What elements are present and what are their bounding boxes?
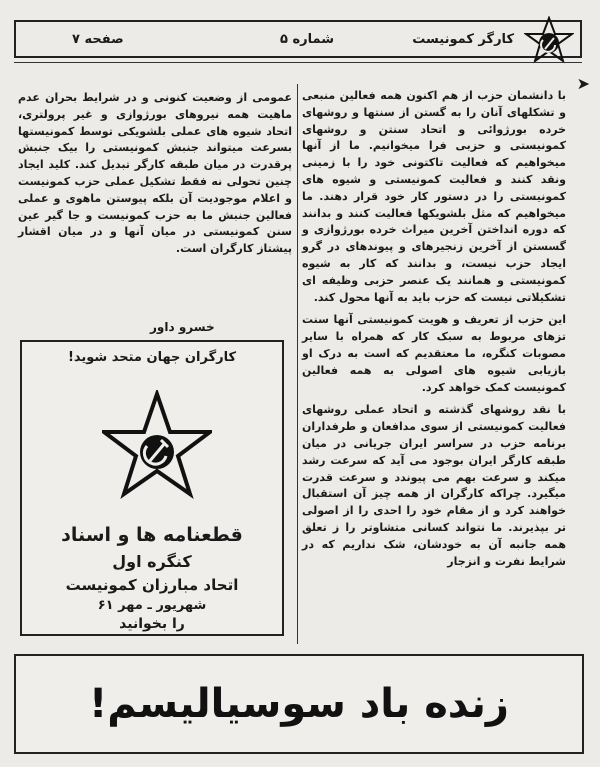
page-header <box>14 20 582 58</box>
star-icon <box>102 390 212 500</box>
arrow-left-icon: ➤ <box>576 74 590 93</box>
column-divider <box>297 84 298 644</box>
paper-name: کارگر کمونیست <box>412 32 514 47</box>
poster-slogan: کارگران جهان متحد شوید! <box>67 350 237 365</box>
poster-title: قطعنامه ها و اسناد <box>61 524 243 546</box>
poster-box <box>20 340 284 636</box>
hammer-sickle-icon <box>140 435 174 469</box>
right-column <box>302 88 566 570</box>
slogan-banner <box>14 654 584 754</box>
poster-organization: اتحاد مبارزان کمونیست <box>65 576 239 594</box>
author-signature: خسرو داور <box>150 320 215 334</box>
poster-date: شهریور ـ مهر ۶۱ <box>97 598 207 613</box>
right-paragraph-3: با نقد روشهای گذشته و اتحاد عملی روشهای فعالیت کمونیستی از سوی مدافعان و طرفداران برنامه حزب در سراسر ایران جریانی در میان طبقه کارگر ایران بوجود می آید که سرعت رشد میکند و سرعت بهم می پیوندد و سرعت قدرت میگیرد. چراکه کارگران از همه چیز آن استقبال خواهند کرد و از مقام خود را احدی را از اصولی تر بپذیرند. ما نتواند کسانی متشاوتر را ز تعلق همه جانبه آن به خودشان، شک نداریم که در شرایط نفرت و انزجار <box>302 403 566 568</box>
left-column <box>18 90 292 258</box>
left-paragraph-1: عمومی از وضعیت کنونی و در شرایط بحران عدم ماهیت همه نیروهای بورژوازی و غیر پرولتری، اتحاد شیوه های عملی بلشویکی توسط کمونیستها بسرعت میتواند جنبش کمونیستی را بیک جنبش پرقدرت در میان طبقه کارگر تبدیل کند. کلید ایجاد چنین تحولی نه فقط تشکیل عملی حزب کمونیست و اعلام موجودیت آن بلکه پیوستن ماهوی و عملی فعالین جنبش ما به حزب کمونیست و جا گیر عین سنن کمونیستی در میان آنها و در میان اقشار پیشتاز کارگران است. <box>18 91 292 256</box>
right-paragraph-1: با دانشمان حزب از هم اکنون همه فعالین منبعی و تشکلهای آنان را به گستن از سنتها و روشهای خرده بورژوائی و اتحاد سنتن و روشهای کمونیستی و حزبی فرا میخوانیم. ما از آنها میخواهیم که فعالیت تاکتونی خود را با زمینی ونقد کنند و فعالیت کمونیستی و شیوه های کمونیستی را در دستور کار خود قرار دهند. ما میخواهیم که مثل بلشویکها فعالیت کنند و بدانند که دوره انداختن آخرین میراث خرده بورژوازی و گسستن از آخرین زنجیرهای و پیوندهای در گرو ایجاد حزب نیست، و بدانند که کار به شیوه کمونیستی و همانند یک عنصر حزبی وظیفه ای تشکیلاتی نیست که حزب باید به آنها محول کند. <box>302 89 566 304</box>
page-number: صفحه ۷ <box>72 32 124 47</box>
poster-subtitle: کنگره اول <box>112 552 192 571</box>
issue-number: شماره ۵ <box>280 32 335 47</box>
header-rule <box>14 62 582 63</box>
star-hammer-sickle-logo-icon <box>524 16 574 66</box>
poster-call-to-action: را بخوانید <box>119 616 185 632</box>
right-paragraph-2: این حزب از تعریف و هویت کمونیستی آنها سنت تزهای مربوط به سبک کار که همراه با سایر مصوبات کنگره، ما معتقدیم که است به درک او بازیابی شیوه های اصولی به همه فعالین کمونیست کمک خواهد کرد. <box>302 313 566 394</box>
banner-slogan: زنده باد سوسیالیسم! <box>89 681 509 727</box>
